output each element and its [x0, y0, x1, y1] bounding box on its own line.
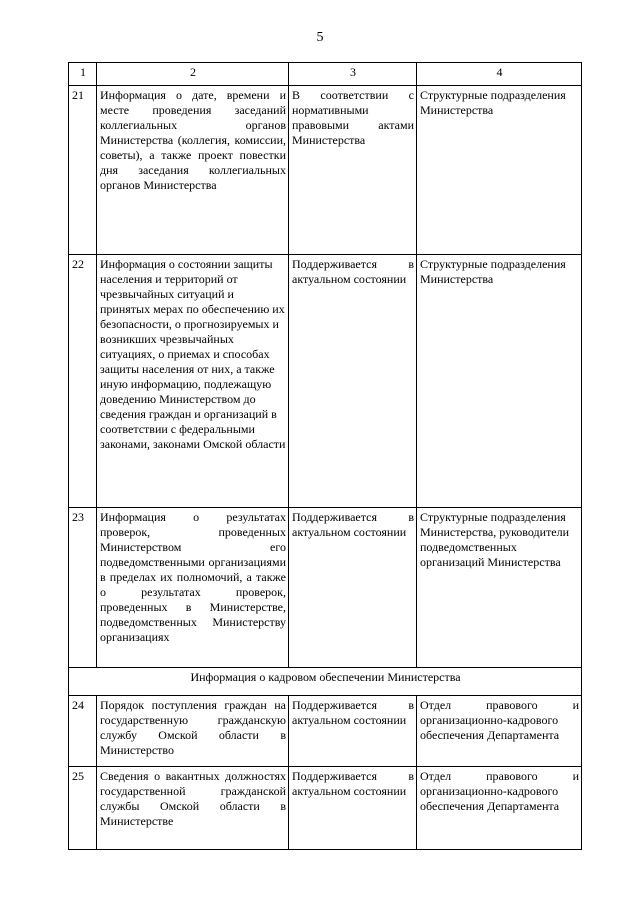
row-number: 24 [69, 696, 97, 767]
table-row [69, 696, 582, 767]
table-row [69, 767, 582, 850]
column-header-1: 1 [69, 63, 97, 86]
row-term: Поддерживается в актуальном состоянии [289, 508, 417, 668]
column-header-2: 2 [97, 63, 289, 86]
row-info: Порядок поступления граждан на государственную гражданскую службу Омской области в Министерство [97, 696, 289, 767]
row-info: Информация о результатах проверок, проведенных Министерством его подведомственными организациями в пределах их полномочий, а также о результатах проверок, проведенных в Министерстве, подведомственных Министерству организациях [97, 508, 289, 668]
table-header-row [69, 63, 582, 86]
row-responsible: Структурные подразделения Министерства [417, 255, 582, 508]
row-number: 21 [69, 86, 97, 255]
row-number: 25 [69, 767, 97, 850]
row-responsible: Структурные подразделения Министерства, руководители подведомственных организаций Министерства [417, 508, 582, 668]
table-row [69, 255, 582, 508]
row-number: 22 [69, 255, 97, 508]
row-responsible: Отдел правового и организационно-кадрового обеспечения Департамента [417, 767, 582, 850]
row-term: Поддерживается в актуальном состоянии [289, 767, 417, 850]
table-row [69, 86, 582, 255]
row-responsible: Структурные подразделения Министерства [417, 86, 582, 255]
row-term: Поддерживается в актуальном состоянии [289, 255, 417, 508]
information-table [68, 62, 582, 850]
column-header-3: 3 [289, 63, 417, 86]
row-responsible: Отдел правового и организационно-кадрового обеспечения Департамента [417, 696, 582, 767]
page-number: 5 [316, 30, 324, 45]
row-number: 23 [69, 508, 97, 668]
section-title: Информация о кадровом обеспечении Министерства [69, 668, 582, 696]
section-row [69, 668, 582, 696]
row-info: Сведения о вакантных должностях государственной гражданской службы Омской области в Министерстве [97, 767, 289, 850]
row-info: Информация о дате, времени и месте проведения заседаний коллегиальных органов Министерства (коллегия, комиссии, советы), а также проект повестки дня заседания коллегиальных органов Министерства [97, 86, 289, 255]
table-row [69, 508, 582, 668]
row-info: Информация о состоянии защиты населения и территорий от чрезвычайных ситуаций и принятых мерах по обеспечению их безопасности, о прогнозируемых и возникших чрезвычайных ситуациях, о приемах и способах защиты населения от них, а также иную информацию, подлежащую доведению Министерством до сведения граждан и организаций в соответствии с федеральными законами, законами Омской области [97, 255, 289, 508]
row-term: В соответствии с нормативными правовыми актами Министерства [289, 86, 417, 255]
column-header-4: 4 [417, 63, 582, 86]
row-term: Поддерживается в актуальном состоянии [289, 696, 417, 767]
